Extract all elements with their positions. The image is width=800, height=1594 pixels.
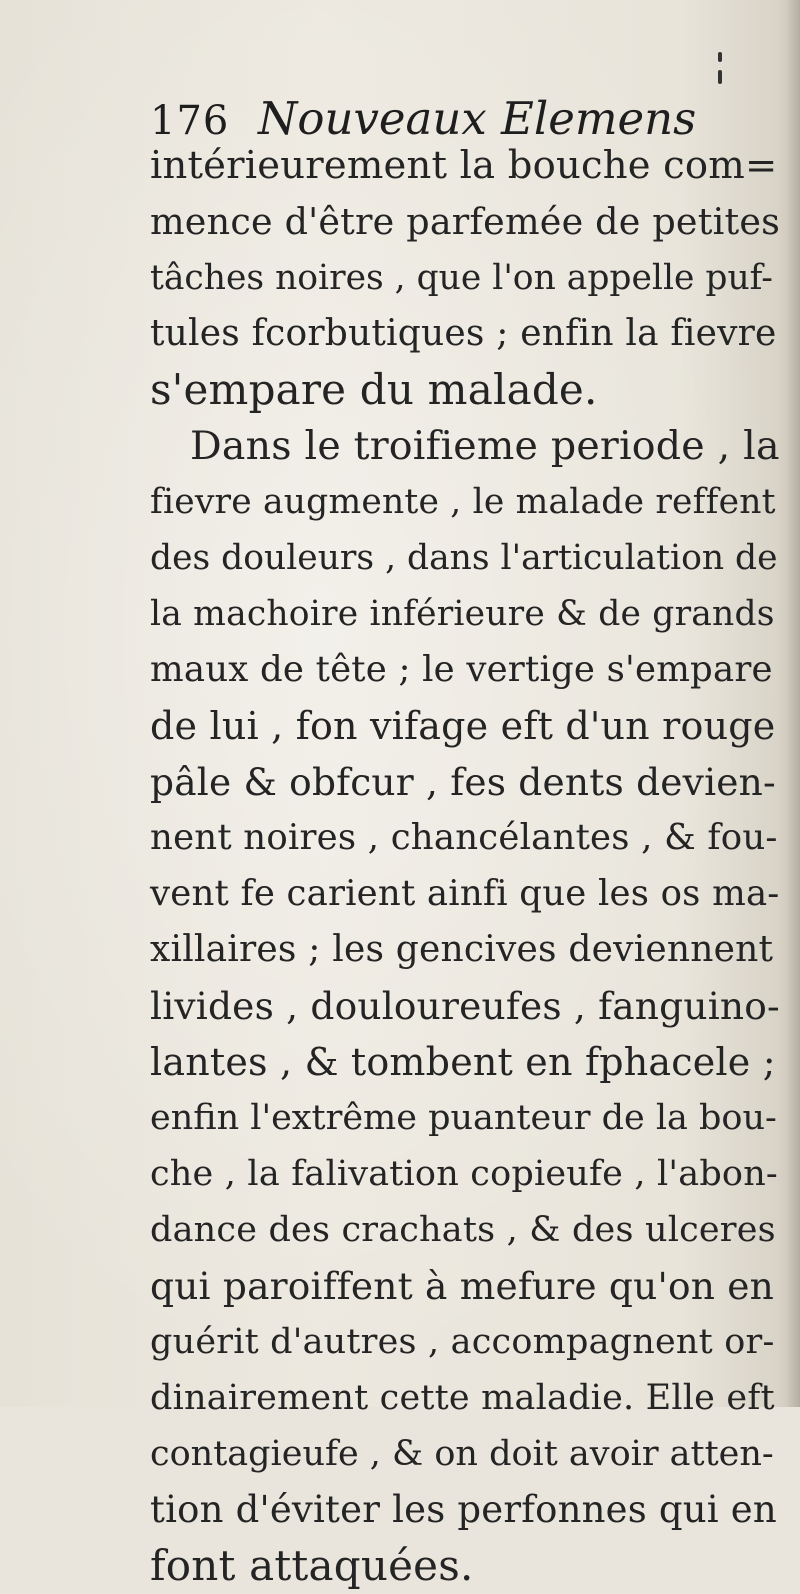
text-line: font attaquées.	[150, 1541, 474, 1590]
page-edge-shadow	[786, 0, 800, 1407]
text-line: maux de tête ; le vertige s'empare	[150, 649, 773, 690]
ink-mark	[718, 52, 722, 62]
text-line: s'empare du malade.	[150, 365, 598, 414]
text-line: dinairement cette maladie. Elle eft	[150, 1378, 775, 1418]
text-line: xillaires ; les gencives deviennent	[150, 929, 774, 970]
text-line: guérit d'autres , accompagnent or-	[150, 1322, 775, 1362]
body-text	[150, 138, 780, 1594]
text-line: livides , douloureufes , fanguino-	[150, 984, 780, 1028]
ink-mark	[718, 70, 722, 84]
text-line: nent noires , chancélantes , & fou-	[150, 817, 778, 858]
text-line: fievre augmente , le malade reffent	[150, 482, 776, 522]
text-line: qui paroiffent à mefure qu'on en	[150, 1264, 774, 1308]
text-line: Dans le troifieme periode , la	[190, 423, 780, 469]
text-line: che , la falivation copieufe , l'abon-	[150, 1154, 778, 1194]
text-line: tion d'éviter les perfonnes qui en	[150, 1488, 777, 1531]
text-line: enfin l'extrême puanteur de la bou-	[150, 1098, 777, 1138]
text-line: contagieufe , & on doit avoir atten-	[150, 1434, 774, 1474]
text-line: tules fcorbutiques ; enfin la fievre	[150, 313, 777, 354]
text-line: tâches noires , que l'on appelle puf-	[150, 258, 773, 298]
text-line: la machoire inférieure & de grands	[150, 594, 775, 634]
running-title: Nouveaux Elemens	[258, 92, 697, 145]
text-line: mence d'être parfemée de petites	[150, 200, 781, 243]
text-line: pâle & obfcur , fes dents devien-	[150, 760, 776, 804]
text-line: des douleurs , dans l'articulation de	[150, 538, 778, 578]
text-line: de lui , fon vifage eft d'un rouge	[150, 704, 776, 748]
text-line: vent fe carient ainfi que les os ma-	[150, 873, 780, 914]
page-number: 176	[150, 98, 230, 144]
text-line: dance des crachats , & des ulceres	[150, 1210, 776, 1250]
text-line: lantes , & tombent en fphacele ;	[150, 1040, 776, 1084]
text-line: intérieurement la bouche com=	[150, 143, 778, 188]
